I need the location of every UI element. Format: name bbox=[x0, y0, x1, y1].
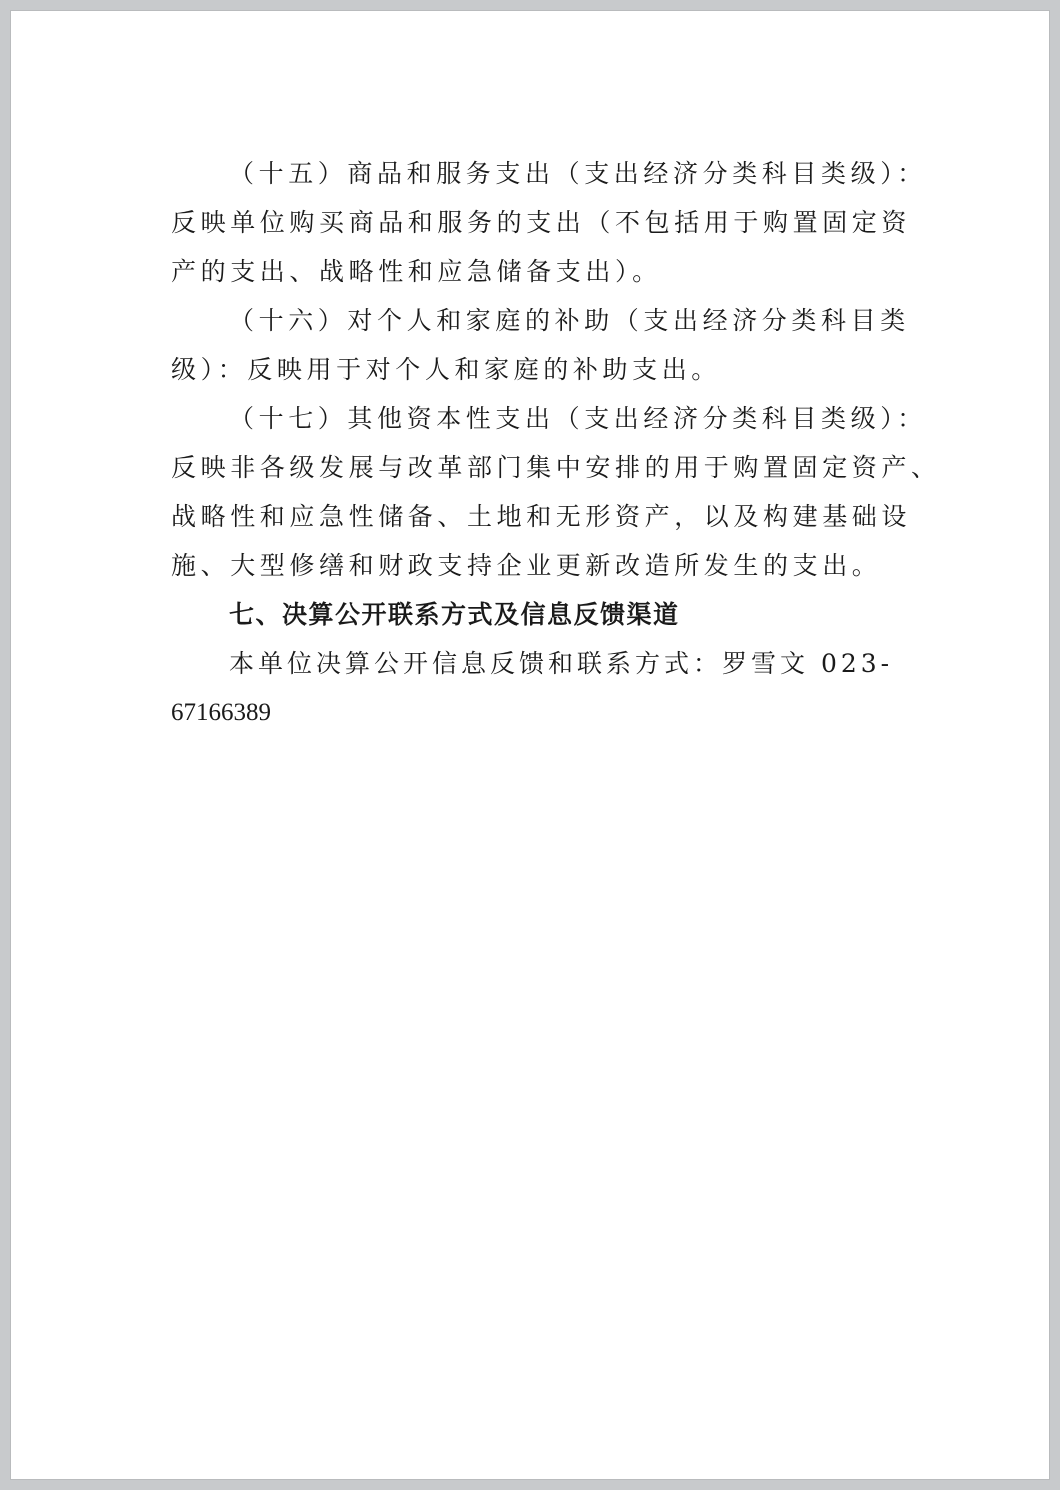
document-page bbox=[10, 10, 1050, 1480]
para-17-line-3: 战略性和应急性储备、土地和无形资产，以及构建基础设 bbox=[171, 502, 912, 531]
para-17-line-2: 反映非各级发展与改革部门集中安排的用于购置固定资产、 bbox=[171, 453, 941, 482]
para-15-line-3: 产的支出、战略性和应急储备支出）。 bbox=[171, 257, 662, 286]
document-body bbox=[171, 149, 941, 737]
para-16-line-2: 级）：反映用于对个人和家庭的补助支出。 bbox=[171, 355, 721, 384]
contact-line-1: 本单位决算公开信息反馈和联系方式：罗雪文 023- bbox=[229, 649, 894, 678]
para-15-line-2: 反映单位购买商品和服务的支出（不包括用于购置固定资 bbox=[171, 208, 912, 237]
contact-phone-line-2: 67166389 bbox=[171, 699, 271, 726]
para-16-line-1: （十六）对个人和家庭的补助（支出经济分类科目类 bbox=[229, 306, 910, 335]
para-17-line-1: （十七）其他资本性支出（支出经济分类科目类级）： bbox=[229, 404, 927, 433]
para-15-line-1: （十五）商品和服务支出（支出经济分类科目类级）： bbox=[229, 159, 927, 188]
section-7-heading: 七、决算公开联系方式及信息反馈渠道 bbox=[229, 600, 680, 629]
para-17-line-4: 施、大型修缮和财政支持企业更新改造所发生的支出。 bbox=[171, 551, 882, 580]
